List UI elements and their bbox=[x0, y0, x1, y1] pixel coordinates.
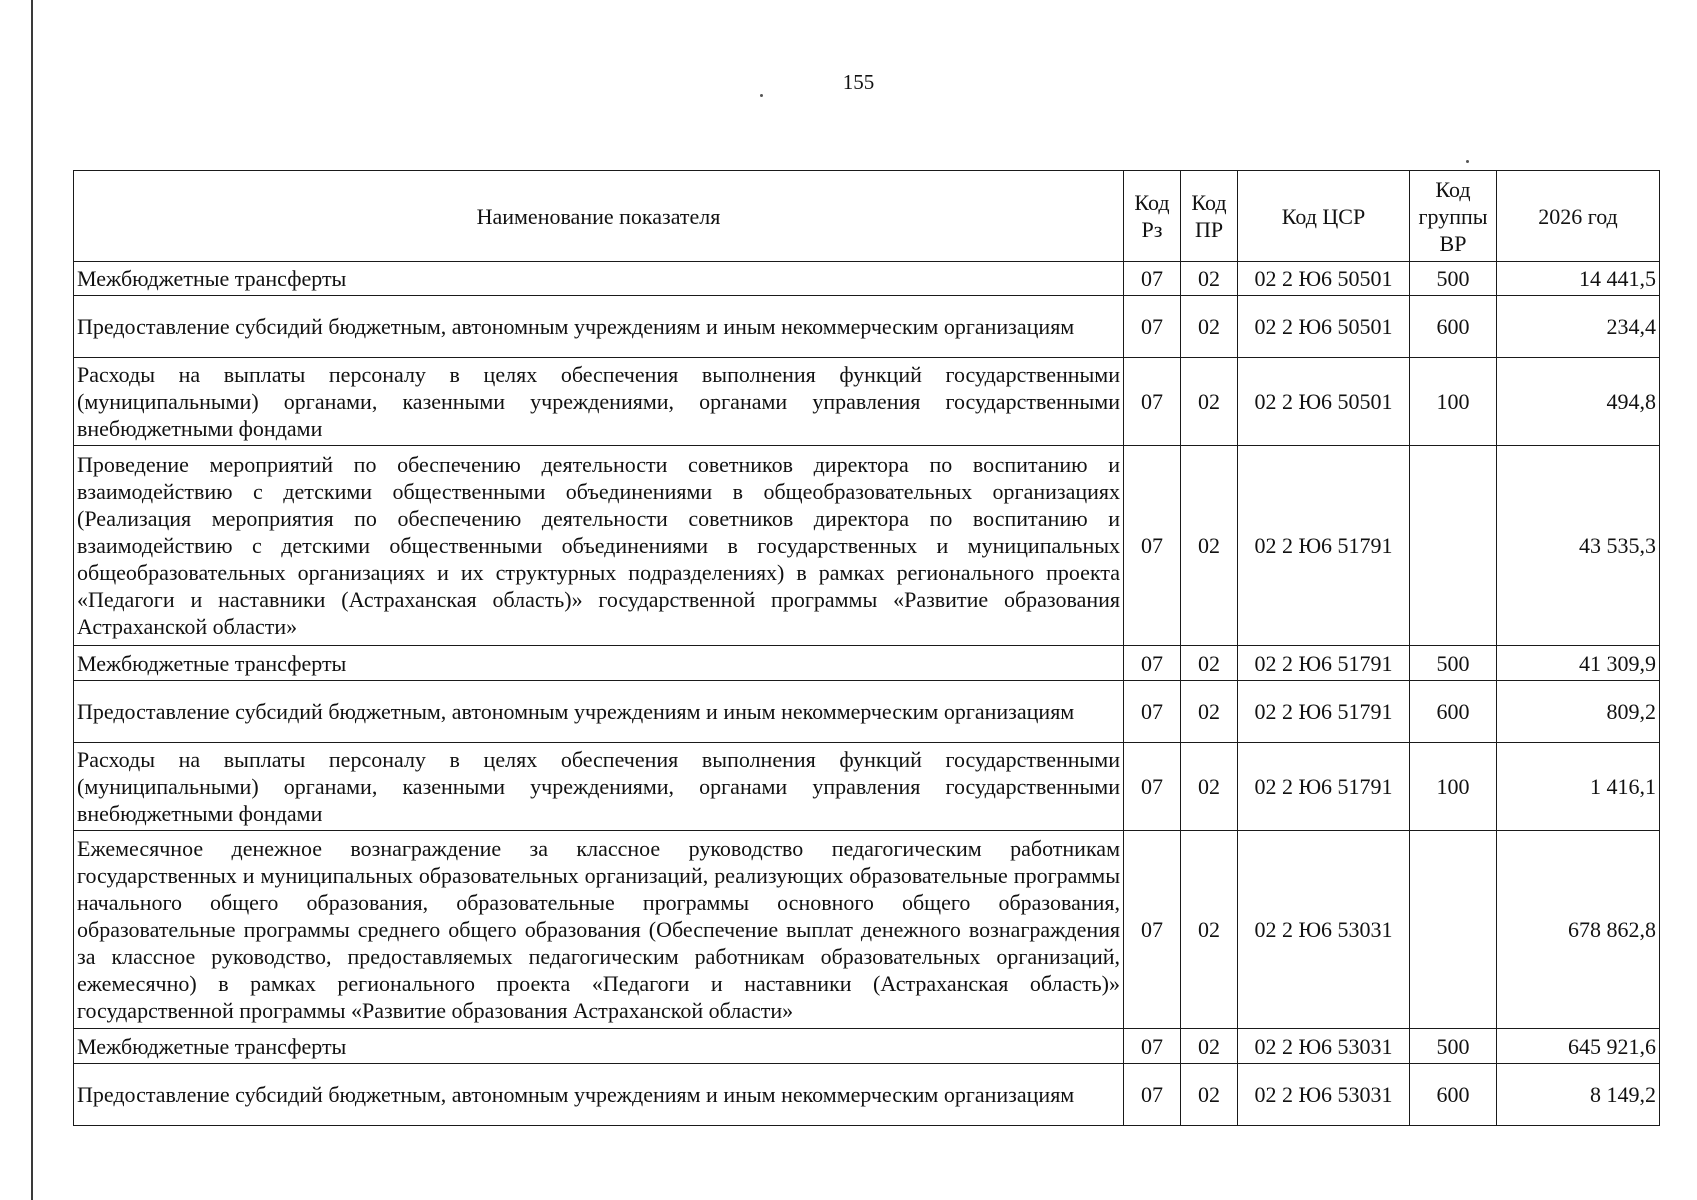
page-number: 155 bbox=[842, 70, 875, 94]
row-amount: 1 416,1 bbox=[1497, 743, 1660, 831]
row-amount: 14 441,5 bbox=[1497, 262, 1660, 296]
row-vr: 600 bbox=[1410, 296, 1497, 358]
table-row bbox=[74, 646, 1660, 681]
row-name: Расходы на выплаты персоналу в целях обеспечения выполнения функций государственными (муниципальными) органами, казенными учреждениями, органами управления государственными внебюджетными фондами bbox=[74, 358, 1124, 446]
row-rz: 07 bbox=[1124, 1064, 1181, 1126]
row-pr: 02 bbox=[1181, 831, 1238, 1029]
row-rz: 07 bbox=[1124, 831, 1181, 1029]
row-amount: 678 862,8 bbox=[1497, 831, 1660, 1029]
table-row bbox=[74, 296, 1660, 358]
row-name: Предоставление субсидий бюджетным, автономным учреждениям и иным некоммерческим организациям bbox=[74, 681, 1124, 743]
table-row bbox=[74, 681, 1660, 743]
row-name: Предоставление субсидий бюджетным, автономным учреждениям и иным некоммерческим организациям bbox=[74, 1064, 1124, 1126]
header-rz: Код Рз bbox=[1124, 171, 1181, 262]
row-vr: 600 bbox=[1410, 681, 1497, 743]
row-vr: 100 bbox=[1410, 743, 1497, 831]
row-csr: 02 2 Ю6 53031 bbox=[1238, 1029, 1410, 1064]
header-pr: Код ПР bbox=[1181, 171, 1238, 262]
row-name: Проведение мероприятий по обеспечению деятельности советников директора по воспитанию и взаимодействию с детскими общественными объединениями в общеобразовательных организациях (Реализация мероприятия по обеспечению деятельности советников директора по воспитанию и взаимодействию с детскими общественными объединениями в государственных и муниципальных общеобразовательных организациях и их структурных подразделениях) в рамках регионального проекта «Педагоги и наставники (Астраханская область)» государственной программы «Развитие образования Астраханской области» bbox=[74, 446, 1124, 646]
row-pr: 02 bbox=[1181, 1064, 1238, 1126]
table-row bbox=[74, 262, 1660, 296]
row-vr: 500 bbox=[1410, 262, 1497, 296]
row-csr: 02 2 Ю6 51791 bbox=[1238, 743, 1410, 831]
row-pr: 02 bbox=[1181, 1029, 1238, 1064]
row-pr: 02 bbox=[1181, 646, 1238, 681]
row-amount: 645 921,6 bbox=[1497, 1029, 1660, 1064]
row-name: Межбюджетные трансферты bbox=[74, 262, 1124, 296]
row-amount: 43 535,3 bbox=[1497, 446, 1660, 646]
row-rz: 07 bbox=[1124, 262, 1181, 296]
row-vr: 500 bbox=[1410, 646, 1497, 681]
scan-speck bbox=[1466, 160, 1469, 163]
row-vr: 600 bbox=[1410, 1064, 1497, 1126]
row-amount: 809,2 bbox=[1497, 681, 1660, 743]
row-pr: 02 bbox=[1181, 681, 1238, 743]
row-amount: 41 309,9 bbox=[1497, 646, 1660, 681]
row-name: Межбюджетные трансферты bbox=[74, 1029, 1124, 1064]
row-amount: 234,4 bbox=[1497, 296, 1660, 358]
row-name: Предоставление субсидий бюджетным, автономным учреждениям и иным некоммерческим организациям bbox=[74, 296, 1124, 358]
row-pr: 02 bbox=[1181, 262, 1238, 296]
row-csr: 02 2 Ю6 50501 bbox=[1238, 296, 1410, 358]
row-pr: 02 bbox=[1181, 358, 1238, 446]
row-rz: 07 bbox=[1124, 358, 1181, 446]
row-rz: 07 bbox=[1124, 743, 1181, 831]
row-name: Ежемесячное денежное вознаграждение за классное руководство педагогическим работникам государственных и муниципальных образовательных организаций, реализующих образовательные программы начального общего образования, образовательные программы основного общего образования, образовательные программы среднего общего образования (Обеспечение выплат денежного вознаграждения за классное руководство, предоставляемых педагогическим работникам образовательных организаций, ежемесячно) в рамках регионального проекта «Педагоги и наставники (Астраханская область)» государственной программы «Развитие образования Астраханской области» bbox=[74, 831, 1124, 1029]
row-rz: 07 bbox=[1124, 1029, 1181, 1064]
table-row bbox=[74, 1029, 1660, 1064]
table-row bbox=[74, 831, 1660, 1029]
table-row bbox=[74, 358, 1660, 446]
table-header-row bbox=[74, 171, 1660, 262]
row-csr: 02 2 Ю6 53031 bbox=[1238, 1064, 1410, 1126]
row-vr: 100 bbox=[1410, 358, 1497, 446]
header-vr: Код группы ВР bbox=[1410, 171, 1497, 262]
row-name: Расходы на выплаты персоналу в целях обеспечения выполнения функций государственными (муниципальными) органами, казенными учреждениями, органами управления государственными внебюджетными фондами bbox=[74, 743, 1124, 831]
header-name: Наименование показателя bbox=[74, 171, 1124, 262]
row-amount: 494,8 bbox=[1497, 358, 1660, 446]
row-rz: 07 bbox=[1124, 446, 1181, 646]
binding-margin-line bbox=[31, 0, 33, 1200]
table-row bbox=[74, 446, 1660, 646]
table-row bbox=[74, 1064, 1660, 1126]
row-rz: 07 bbox=[1124, 296, 1181, 358]
row-vr bbox=[1410, 446, 1497, 646]
header-csr: Код ЦСР bbox=[1238, 171, 1410, 262]
header-year: 2026 год bbox=[1497, 171, 1660, 262]
row-rz: 07 bbox=[1124, 646, 1181, 681]
row-csr: 02 2 Ю6 51791 bbox=[1238, 681, 1410, 743]
row-vr bbox=[1410, 831, 1497, 1029]
row-pr: 02 bbox=[1181, 446, 1238, 646]
row-csr: 02 2 Ю6 51791 bbox=[1238, 446, 1410, 646]
table-row bbox=[74, 743, 1660, 831]
row-pr: 02 bbox=[1181, 743, 1238, 831]
row-vr: 500 bbox=[1410, 1029, 1497, 1064]
row-csr: 02 2 Ю6 50501 bbox=[1238, 358, 1410, 446]
row-csr: 02 2 Ю6 50501 bbox=[1238, 262, 1410, 296]
budget-table bbox=[73, 170, 1660, 1126]
row-csr: 02 2 Ю6 53031 bbox=[1238, 831, 1410, 1029]
row-amount: 8 149,2 bbox=[1497, 1064, 1660, 1126]
row-pr: 02 bbox=[1181, 296, 1238, 358]
row-csr: 02 2 Ю6 51791 bbox=[1238, 646, 1410, 681]
row-name: Межбюджетные трансферты bbox=[74, 646, 1124, 681]
row-rz: 07 bbox=[1124, 681, 1181, 743]
